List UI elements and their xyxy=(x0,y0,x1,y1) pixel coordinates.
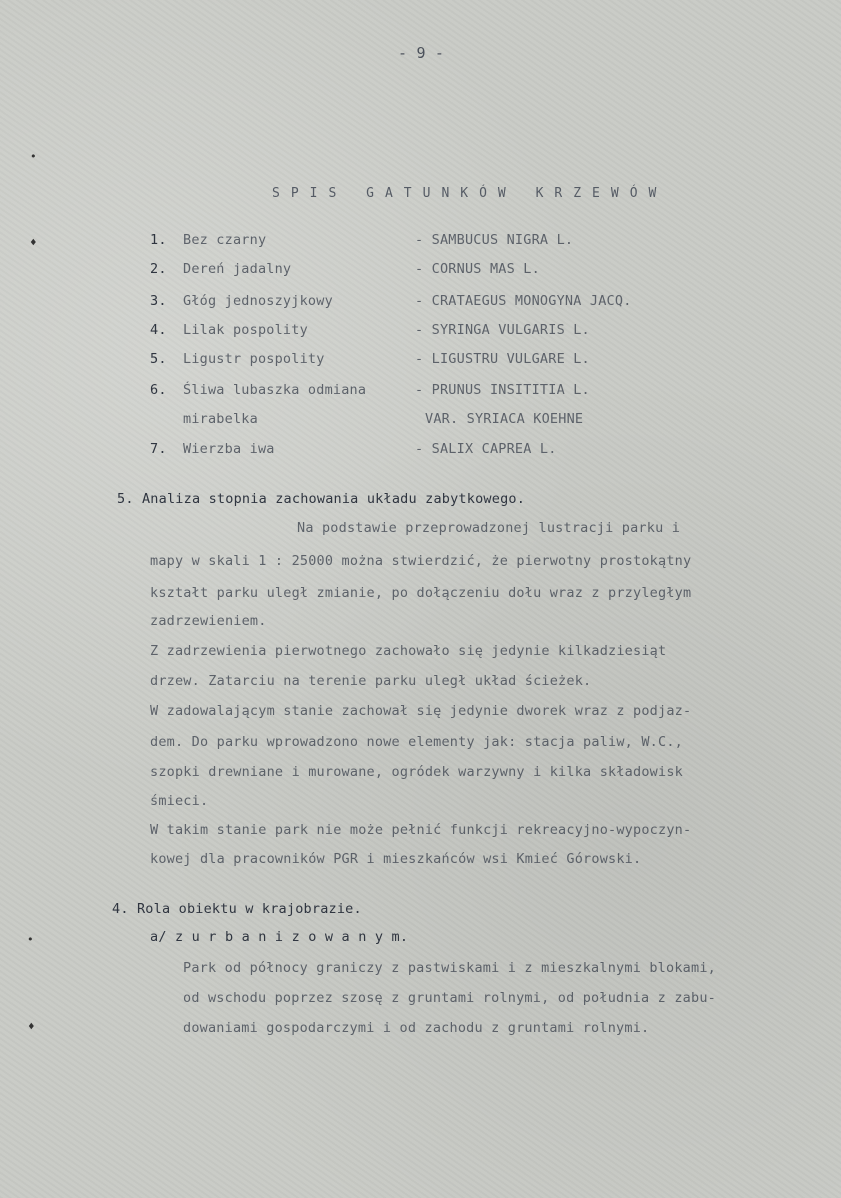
body-line: od wschodu poprzez szosę z gruntami rolnymi, od południa z zabu- xyxy=(183,990,716,1006)
body-line: kształt parku uległ zmianie, po dołączeniu dołu wraz z przyległym xyxy=(150,585,692,601)
list-item-name: Dereń jadalny xyxy=(183,261,292,277)
list-item-latin: - SAMBUCUS NIGRA L. xyxy=(415,232,574,248)
body-line: Z zadrzewienia pierwotnego zachowało się jedynie kilkadziesiąt xyxy=(150,643,667,659)
margin-mark: • xyxy=(30,150,37,163)
list-item-name: mirabelka xyxy=(183,411,258,427)
list-item-latin: - SALIX CAPREA L. xyxy=(415,441,557,457)
body-line: mapy w skali 1 : 25000 można stwierdzić, że pierwotny prostokątny xyxy=(150,553,692,569)
list-item-latin: - CORNUS MAS L. xyxy=(415,261,540,277)
list-item-latin: - LIGUSTRU VULGARE L. xyxy=(415,351,590,367)
margin-mark: ♦ xyxy=(30,236,37,249)
list-item-number: 1. xyxy=(150,232,167,248)
section-heading: 5. Analiza stopnia zachowania układu zabytkowego. xyxy=(117,491,526,507)
body-line: W takim stanie park nie może pełnić funkcji rekreacyjno-wypoczyn- xyxy=(150,822,692,838)
body-line: kowej dla pracowników PGR i mieszkańców wsi Kmieć Górowski. xyxy=(150,851,642,867)
list-item-number: 3. xyxy=(150,293,167,309)
list-item-name: Śliwa lubaszka odmiana xyxy=(183,382,367,398)
list-item-name: Głóg jednoszyjkowy xyxy=(183,293,333,309)
body-line: Na podstawie przeprowadzonej lustracji parku i xyxy=(297,520,681,536)
list-item-latin: - SYRINGA VULGARIS L. xyxy=(415,322,590,338)
list-item-number: 6. xyxy=(150,382,167,398)
list-title: SPIS GATUNKÓW KRZEWÓW xyxy=(272,186,668,201)
body-line: śmieci. xyxy=(150,793,209,809)
list-item-number: 2. xyxy=(150,261,167,277)
list-item-latin: - PRUNUS INSITITIA L. xyxy=(415,382,590,398)
body-line: W zadowalającym stanie zachował się jedynie dworek wraz z podjaz- xyxy=(150,703,692,719)
page-number: - 9 - xyxy=(398,44,445,62)
list-item-latin: - CRATAEGUS MONOGYNA JACQ. xyxy=(415,293,632,309)
section-subheading: a/ z u r b a n i z o w a n y m. xyxy=(150,929,409,945)
body-line: zadrzewieniem. xyxy=(150,613,267,629)
list-item-number: 4. xyxy=(150,322,167,338)
section-heading: 4. Rola obiektu w krajobrazie. xyxy=(112,901,362,917)
list-item-name: Ligustr pospolity xyxy=(183,351,325,367)
list-item-name: Lilak pospolity xyxy=(183,322,308,338)
list-item-name: Bez czarny xyxy=(183,232,267,248)
list-item-name: Wierzba iwa xyxy=(183,441,275,457)
list-item-number: 5. xyxy=(150,351,167,367)
body-line: szopki drewniane i murowane, ogródek warzywny i kilka składowisk xyxy=(150,764,683,780)
body-line: Park od północy graniczy z pastwiskami i z mieszkalnymi blokami, xyxy=(183,960,716,976)
margin-mark: ♦ xyxy=(28,1020,35,1033)
body-line: dowaniami gospodarczymi i od zachodu z gruntami rolnymi. xyxy=(183,1020,650,1036)
list-item-number: 7. xyxy=(150,441,167,457)
list-item-latin: VAR. SYRIACA KOEHNE xyxy=(425,411,584,427)
body-line: drzew. Zatarciu na terenie parku uległ układ ścieżek. xyxy=(150,673,592,689)
margin-mark: • xyxy=(27,933,34,946)
body-line: dem. Do parku wprowadzono nowe elementy jak: stacja paliw, W.C., xyxy=(150,734,683,750)
